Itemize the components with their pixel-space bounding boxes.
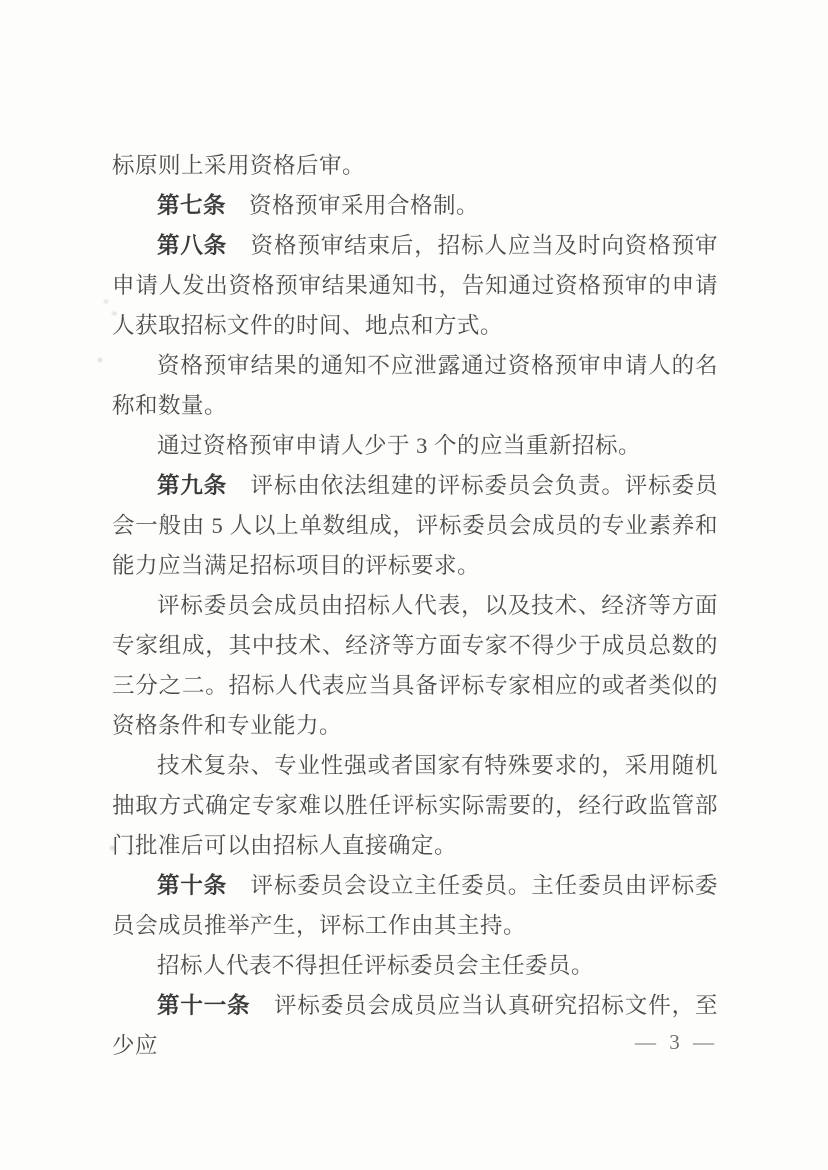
scan-smudge bbox=[98, 358, 102, 362]
document-body bbox=[112, 146, 718, 1066]
article-paragraph: 第七条 资格预审采用合格制。 bbox=[157, 193, 480, 218]
scan-smudge bbox=[104, 300, 108, 303]
page-number: — 3 — bbox=[635, 1030, 718, 1054]
article-number: 第十一条 bbox=[157, 993, 251, 1018]
article-number: 第七条 bbox=[157, 193, 227, 218]
article-paragraph: 第九条 评标由依法组建的评标委员会负责。评标委员会一般由 5 人以上单数组成，评标委员会成员的专业素养和能力应当满足招标项目的评标要求。 bbox=[112, 473, 718, 578]
body-paragraph: 标原则上采用资格后审。 bbox=[112, 153, 366, 178]
article-number: 第九条 bbox=[157, 473, 228, 498]
body-paragraph: 招标人代表不得担任评标委员会主任委员。 bbox=[157, 953, 595, 978]
article-paragraph: 第八条 资格预审结束后，招标人应当及时向资格预审申请人发出资格预审结果通知书，告知通过资格预审的申请人获取招标文件的时间、地点和方式。 bbox=[112, 233, 718, 338]
article-number: 第十条 bbox=[157, 873, 228, 898]
article-paragraph: 第十条 评标委员会设立主任委员。主任委员由评标委员会成员推举产生，评标工作由其主持。 bbox=[112, 873, 718, 938]
body-paragraph: 评标委员会成员由招标人代表，以及技术、经济等方面专家组成，其中技术、经济等方面专家不得少于成员总数的三分之二。招标人代表应当具备评标专家相应的或者类似的资格条件和专业能力。 bbox=[112, 593, 718, 738]
article-paragraph: 第十一条 评标委员会成员应当认真研究招标文件，至少应 bbox=[112, 993, 718, 1058]
article-number: 第八条 bbox=[157, 233, 228, 258]
body-paragraph: 资格预审结果的通知不应泄露通过资格预审申请人的名称和数量。 bbox=[112, 353, 718, 418]
body-paragraph: 技术复杂、专业性强或者国家有特殊要求的，采用随机抽取方式确定专家难以胜任评标实际需要的，经行政监管部门批准后可以由招标人直接确定。 bbox=[112, 753, 718, 858]
body-paragraph: 通过资格预审申请人少于 3 个的应当重新招标。 bbox=[157, 433, 642, 458]
